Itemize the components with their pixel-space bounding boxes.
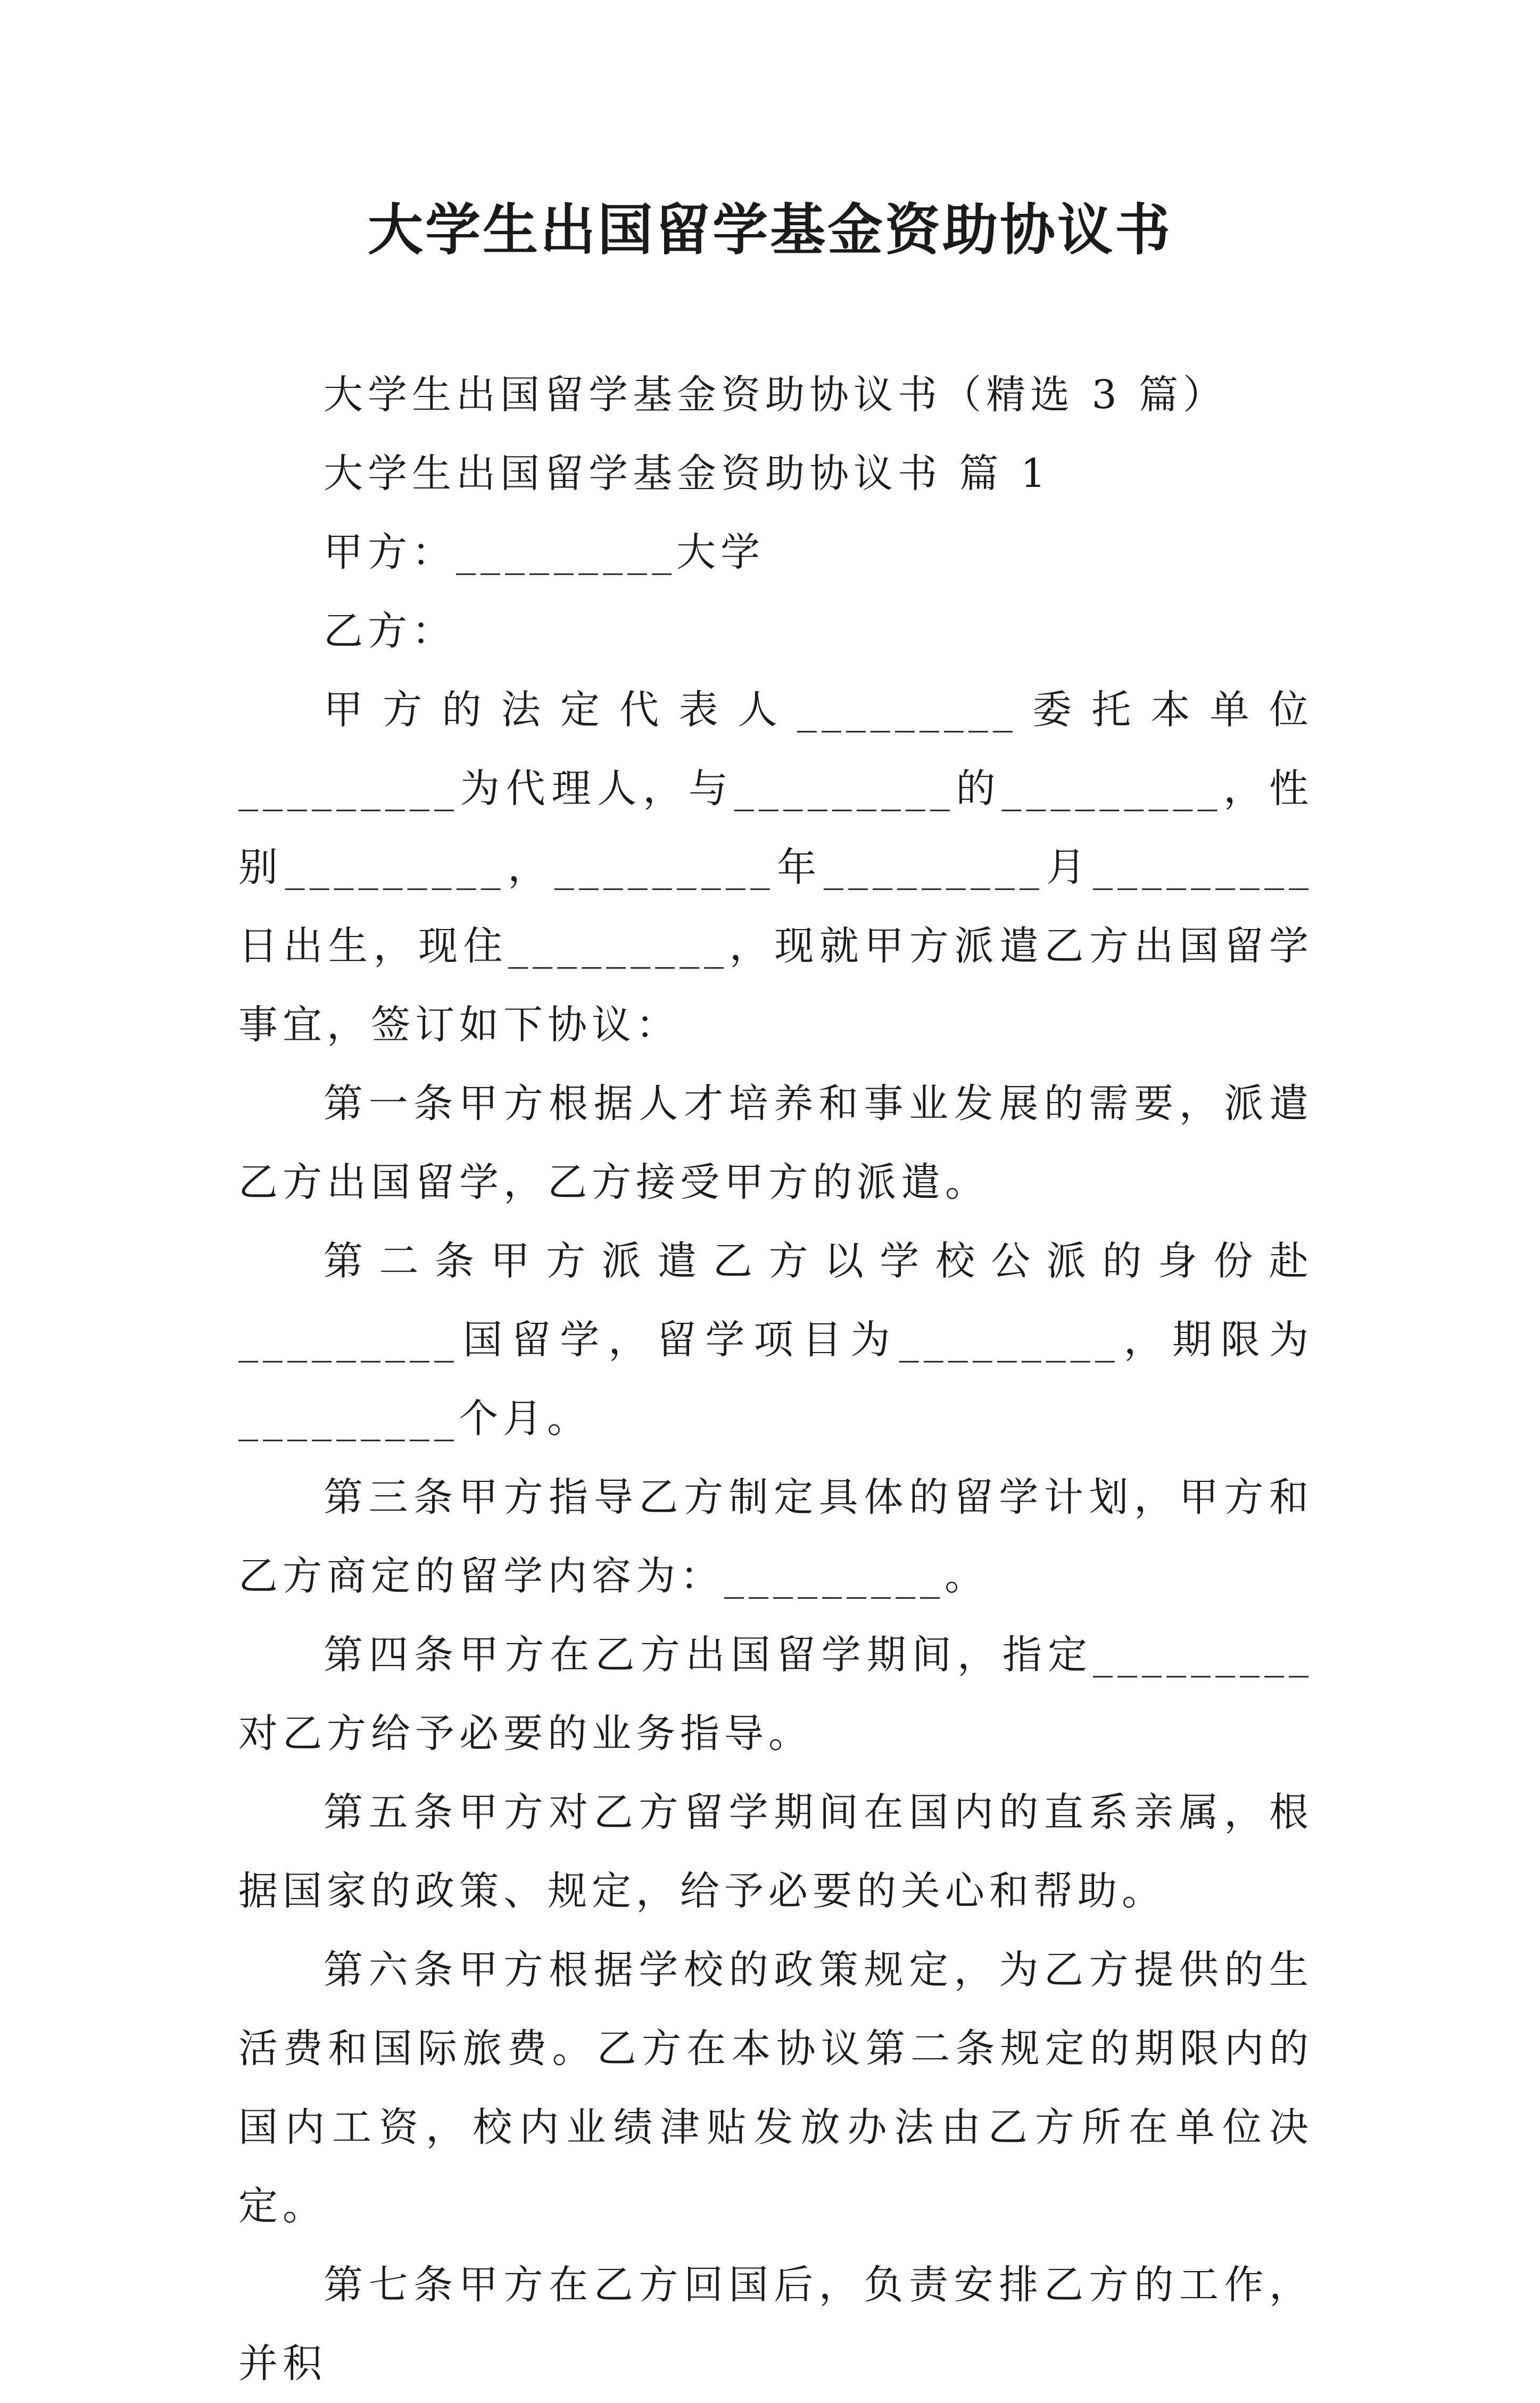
paragraph-preamble: 甲方的法定代表人_________委托本单位_________为代理人，与_________的_________，性别_________，_________年_________月_________日出生，现住_________，现就甲方派遣乙方出国留学事宜，签订如下协议： xyxy=(238,687,1313,1048)
paragraph-article-5: 第五条甲方对乙方留学期间在国内的直系亲属，根据国家的政策、规定，给予必要的关心和帮助。 xyxy=(238,1789,1313,1914)
paragraph-article-6: 第六条甲方根据学校的政策规定，为乙方提供的生活费和国际旅费。乙方在本协议第二条规定的期限内的国内工资，校内业绩津贴发放办法由乙方所在单位决定。 xyxy=(238,1947,1313,2229)
paragraph-article-3: 第三条甲方指导乙方制定具体的留学计划，甲方和乙方商定的留学内容为：_________。 xyxy=(238,1474,1313,1599)
paragraph-section-heading: 大学生出国留学基金资助协议书 篇 1 xyxy=(324,451,1051,496)
paragraph-article-7: 第七条甲方在乙方回国后，负责安排乙方的工作，并积 xyxy=(238,2262,1313,2387)
paragraph-party-b: 乙方： xyxy=(324,608,456,654)
paragraph-article-1: 第一条甲方根据人才培养和事业发展的需要，派遣乙方出国留学，乙方接受甲方的派遣。 xyxy=(238,1081,1313,1205)
paragraph-subtitle: 大学生出国留学基金资助协议书（精选 3 篇） xyxy=(324,372,1228,418)
document-body xyxy=(238,355,1313,2403)
paragraph-party-a: 甲方：_________大学 xyxy=(324,529,765,575)
paragraph-article-2: 第二条甲方派遣乙方以学校公派的身份赴_________国留学，留学项目为_________，期限为_________个月。 xyxy=(238,1238,1313,1441)
paragraph-article-4: 第四条甲方在乙方出国留学期间，指定_________对乙方给予必要的业务指导。 xyxy=(238,1632,1313,1756)
document-title: 大学生出国留学基金资助协议书 xyxy=(367,197,1172,262)
